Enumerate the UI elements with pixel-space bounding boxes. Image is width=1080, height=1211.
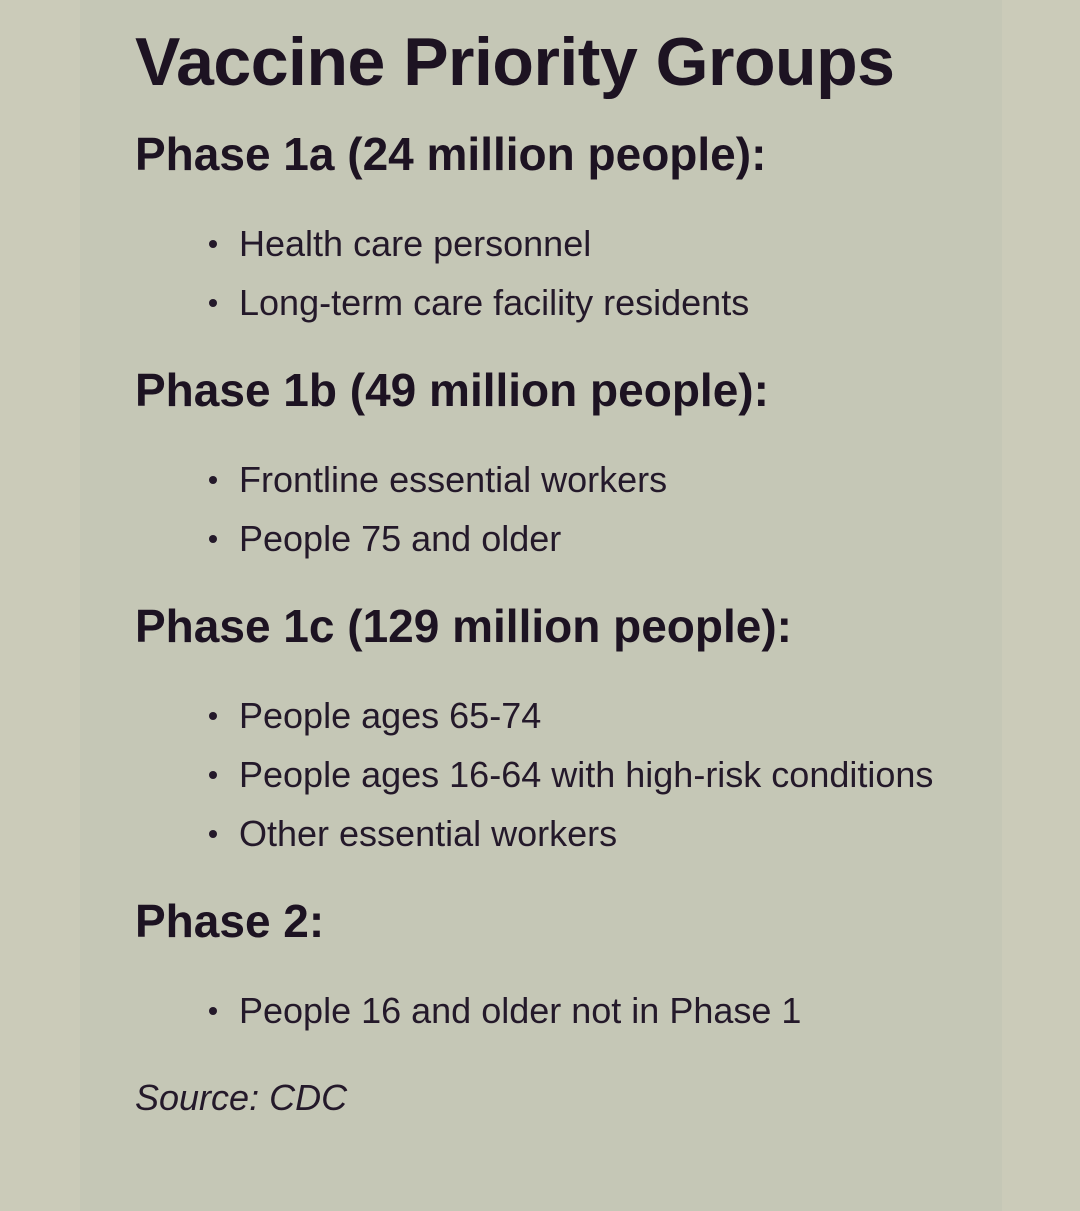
page-title: Vaccine Priority Groups <box>135 24 895 100</box>
list-item: People ages 16-64 with high-risk conditions <box>239 745 959 804</box>
article-panel <box>80 0 1002 1211</box>
phase-heading-1b: Phase 1b (49 million people): <box>135 364 769 416</box>
list-item: Long-term care facility residents <box>239 273 959 332</box>
list-item: Other essential workers <box>239 804 959 863</box>
phase-heading-1a: Phase 1a (24 million people): <box>135 128 767 180</box>
phase-list-1a <box>135 214 959 332</box>
phase-heading-1c: Phase 1c (129 million people): <box>135 600 792 652</box>
list-item: People 16 and older not in Phase 1 <box>239 981 959 1040</box>
phase-list-1b <box>135 450 959 568</box>
list-item: Frontline essential workers <box>239 450 959 509</box>
list-item: People ages 65-74 <box>239 686 959 745</box>
phase-heading-2: Phase 2: <box>135 895 325 947</box>
article-content <box>135 22 995 1120</box>
list-item: Health care personnel <box>239 214 959 273</box>
list-item: People 75 and older <box>239 509 959 568</box>
source-credit: Source: CDC <box>135 1077 348 1118</box>
phase-list-2 <box>135 981 959 1040</box>
phase-list-1c <box>135 686 959 863</box>
